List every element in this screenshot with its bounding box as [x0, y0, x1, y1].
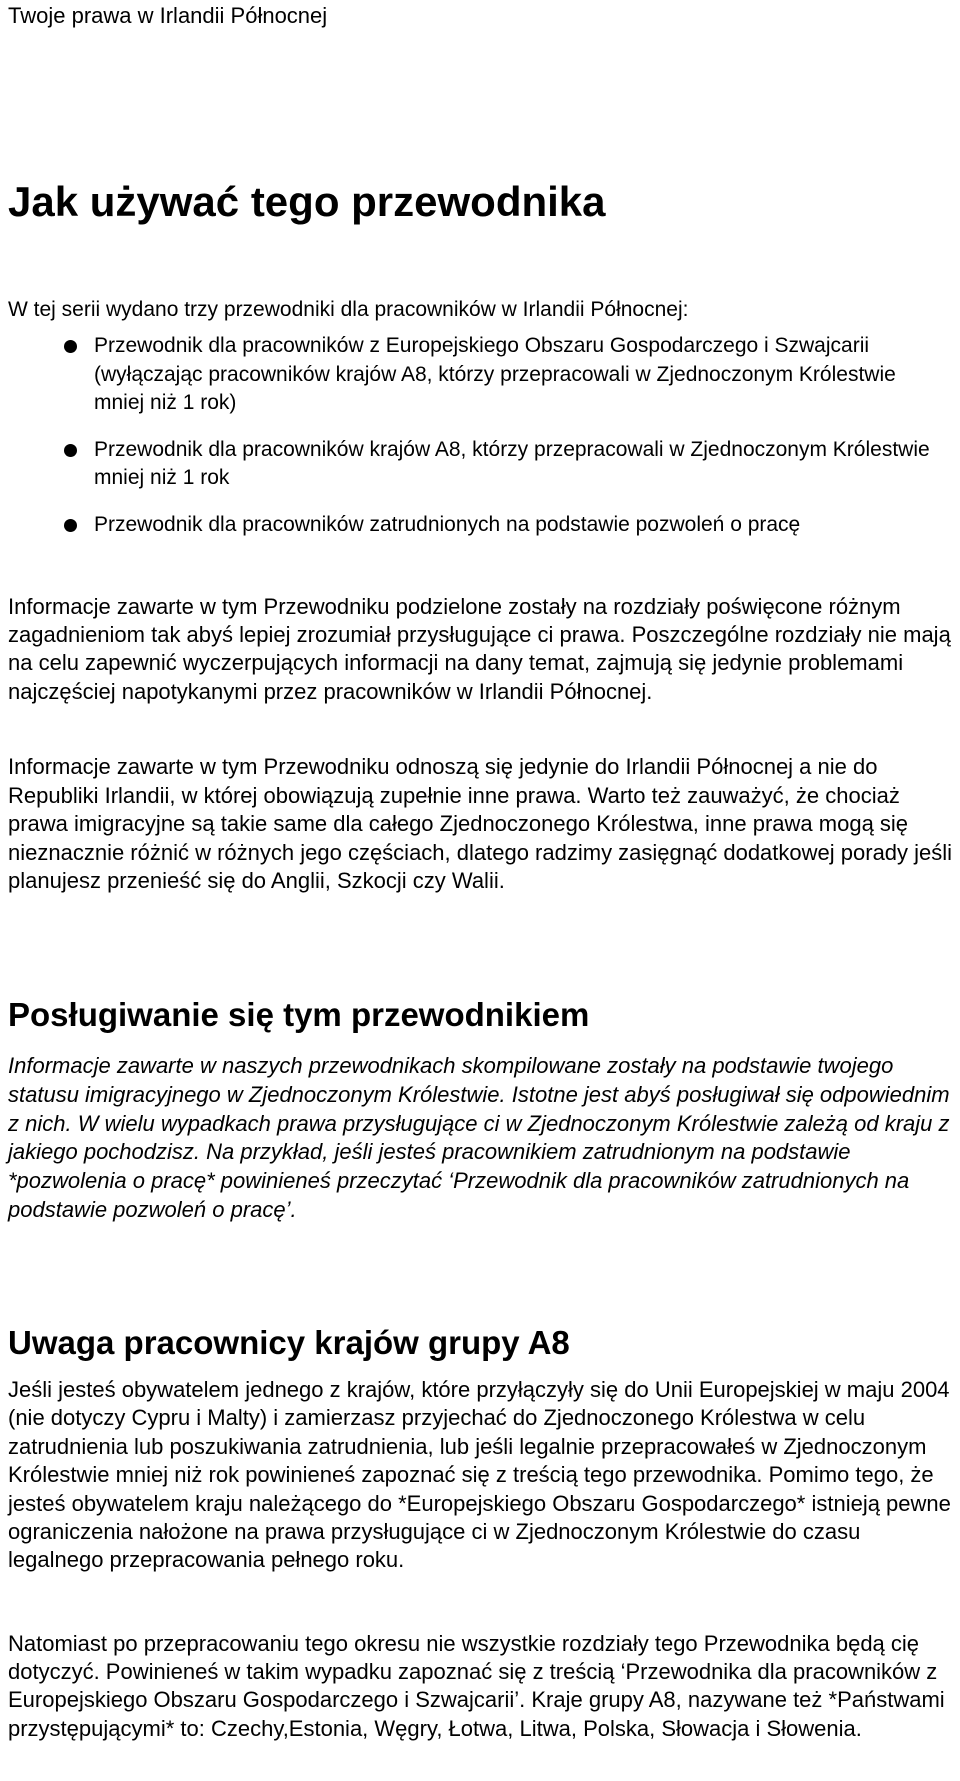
section-heading-a8: Uwaga pracownicy krajów grupy A8: [8, 1324, 570, 1361]
body-paragraph: Informacje zawarte w tym Przewodniku podzielone zostały na rozdziały poświęcone różnym zagadnieniom tak abyś lepiej zrozumiał przysługujące ci prawa. Poszczególne rozdziały nie mają na celu zapewnić wyczerpujących informacji na dany temat, zajmują się jedynie problemami najczęściej napotykanymi przez pracowników w Irlandii Północnej.: [8, 594, 951, 704]
list-item: [0, 436, 945, 493]
document-header-title: Twoje prawa w Irlandii Północnej: [8, 3, 328, 28]
bullet-icon: [64, 519, 77, 532]
bullet-icon: [64, 340, 77, 353]
page-title: Jak używać tego przewodnika: [8, 178, 606, 225]
list-item-text: Przewodnik dla pracowników z Europejskiego Obszaru Gospodarczego i Szwajcarii (wyłączając pracowników krajów A8, którzy przepracowali w Zjednoczonym Królestwie mniej niż 1 rok): [94, 334, 896, 414]
list-item: [0, 332, 945, 418]
section-heading-usage: Posługiwanie się tym przewodnikiem: [8, 996, 590, 1033]
body-paragraph: Informacje zawarte w tym Przewodniku odnoszą się jedynie do Irlandii Północnej a nie do Republiki Irlandii, w której obowiązują zupełnie inne prawa. Warto też zauważyć, że chociaż prawa imigracyjne są takie same dla całego Zjednoczonego Królestwa, inne prawa mogą się nieznacznie różnić w różnych jego częściach, dlatego radzimy zasięgnąć dodatkowej porady jeśli planujesz przenieść się do Anglii, Szkocji czy Walii.: [8, 754, 953, 894]
intro-paragraph: W tej serii wydano trzy przewodniki dla pracowników w Irlandii Północnej:: [8, 298, 689, 321]
a8-paragraph: Jeśli jesteś obywatelem jednego z krajów, które przyłączyły się do Unii Europejskiej w maju 2004 (nie dotyczy Cypru i Malty) i zamierzasz przyjechać do Zjednoczonego Królestwa w celu zatrudnienia lub poszukiwania zatrudnienia, lub jeśli legalnie przepracowałeś w Zjednoczonym Królestwie mniej niż rok powinieneś zapoznać się z treścią tego przewodnika. Pomimo tego, że jesteś obywatelem kraju należącego do *Europejskiego Obszaru Gospodarczego* istnieją pewne ograniczenia nałożone na prawa przysługujące ci w Zjednoczonym Królestwie do czasu legalnego przepracowania pełnego roku.: [8, 1377, 951, 1573]
list-item: [0, 511, 945, 540]
bullet-icon: [64, 444, 77, 457]
list-item-text: Przewodnik dla pracowników zatrudnionych na podstawie pozwoleń o pracę: [94, 512, 801, 536]
guides-list: [0, 332, 945, 557]
a8-paragraph: Natomiast po przepracowaniu tego okresu nie wszystkie rozdziały tego Przewodnika będą cię dotyczyć. Powinieneś w takim wypadku zapoznać się z treścią ‘Przewodnika dla pracowników z Europejskiego Obszaru Gospodarczego i Szwajcarii’. Kraje grupy A8, nazywane też *Państwami przystępującymi* to: Czechy,Estonia, Węgry, Łotwa, Litwa, Polska, Słowacja i Słowenia.: [8, 1631, 945, 1741]
list-item-text: Przewodnik dla pracowników krajów A8, którzy przepracowali w Zjednoczonym Królestwie mniej niż 1 rok: [94, 437, 930, 489]
usage-paragraph: Informacje zawarte w naszych przewodnikach skompilowane zostały na podstawie twojego statusu imigracyjnego w Zjednoczonym Królestwie. Istotne jest abyś posługiwał się odpowiednim z nich. W wielu wypadkach prawa przysługujące ci w Zjednoczonym Królestwie zależą od kraju z jakiego pochodzisz. Na przykład, jeśli jesteś pracownikiem zatrudnionym na podstawie *pozwolenia o pracę* powinieneś przeczytać ‘Przewodnik dla pracowników zatrudnionych na podstawie pozwoleń o pracę’.: [8, 1053, 950, 1222]
